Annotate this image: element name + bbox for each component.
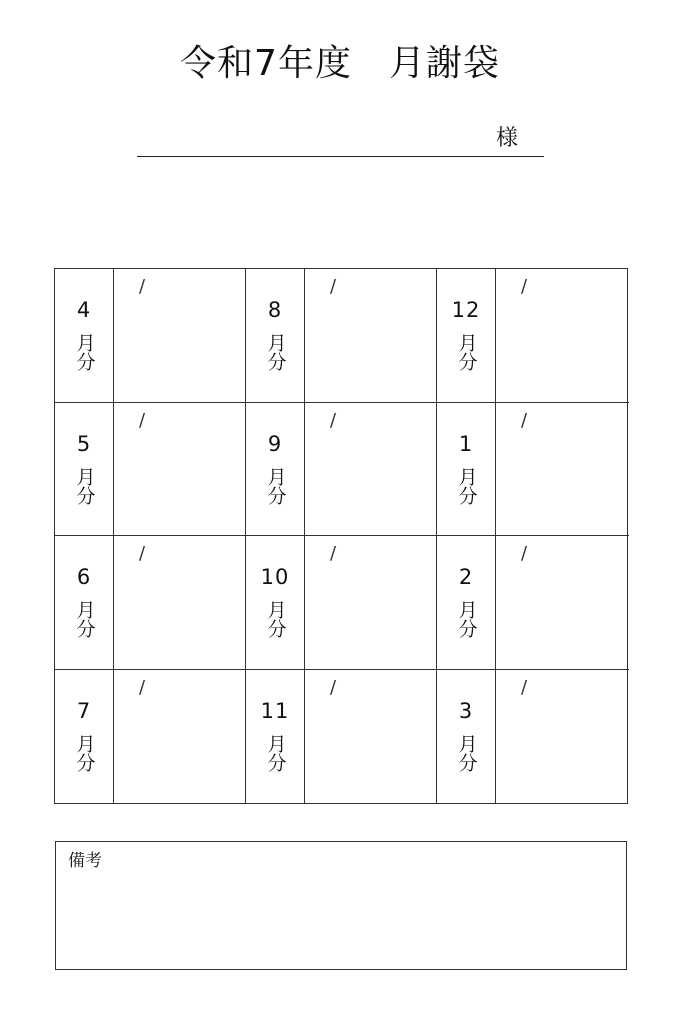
date-separator: / <box>139 676 146 698</box>
month-number: 11 <box>260 698 290 723</box>
month-unit-label: 月分 <box>264 733 287 772</box>
month-cell <box>55 403 114 537</box>
month-number: 12 <box>451 298 481 322</box>
month-unit-label: 月分 <box>264 600 287 638</box>
month-unit-label: 月分 <box>73 600 96 638</box>
month-number: 4 <box>76 298 92 322</box>
date-separator: / <box>521 409 528 431</box>
date-stamp-cell[interactable] <box>496 536 629 670</box>
month-unit-label: 月分 <box>455 600 478 638</box>
date-separator: / <box>330 676 337 698</box>
month-cell <box>437 403 496 537</box>
page-title: 令和7年度 月謝袋 <box>180 43 500 84</box>
date-stamp-cell[interactable] <box>496 269 629 403</box>
date-stamp-cell[interactable] <box>114 403 246 537</box>
date-separator: / <box>139 543 146 564</box>
date-separator: / <box>521 543 528 564</box>
month-number: 7 <box>76 698 92 723</box>
month-cell <box>246 536 305 670</box>
date-stamp-cell[interactable] <box>496 670 629 804</box>
month-unit-label: 月分 <box>455 733 478 772</box>
date-stamp-cell[interactable] <box>496 403 629 537</box>
month-cell <box>246 269 305 403</box>
date-stamp-cell[interactable] <box>114 536 246 670</box>
month-cell <box>437 536 496 670</box>
month-unit-label: 月分 <box>73 733 96 772</box>
month-cell <box>437 269 496 403</box>
month-cell <box>246 670 305 804</box>
remarks-label: 備考 <box>68 851 102 871</box>
name-underline[interactable] <box>137 156 544 157</box>
remarks-box[interactable] <box>55 841 627 970</box>
honorific-label: 様 <box>496 126 519 151</box>
month-cell <box>55 536 114 670</box>
date-separator: / <box>521 676 528 698</box>
month-unit-label: 月分 <box>73 333 96 371</box>
date-stamp-cell[interactable] <box>305 536 437 670</box>
date-stamp-cell[interactable] <box>305 269 437 403</box>
month-number: 5 <box>76 431 92 456</box>
month-number: 9 <box>267 431 283 456</box>
date-separator: / <box>330 276 337 297</box>
date-stamp-cell[interactable] <box>305 403 437 537</box>
month-cell <box>246 403 305 537</box>
date-separator: / <box>521 276 528 297</box>
month-cell <box>437 670 496 804</box>
month-unit-label: 月分 <box>73 466 96 505</box>
month-number: 2 <box>458 565 474 589</box>
month-number: 3 <box>458 698 474 723</box>
date-separator: / <box>330 543 337 564</box>
date-separator: / <box>139 276 146 297</box>
date-separator: / <box>330 409 337 431</box>
month-cell <box>55 269 114 403</box>
month-number: 8 <box>267 298 283 322</box>
month-cell <box>55 670 114 804</box>
month-unit-label: 月分 <box>455 333 478 371</box>
month-number: 10 <box>260 565 290 589</box>
month-unit-label: 月分 <box>455 466 478 505</box>
month-unit-label: 月分 <box>264 333 287 371</box>
date-stamp-cell[interactable] <box>305 670 437 804</box>
monthly-fee-grid <box>54 268 628 804</box>
date-stamp-cell[interactable] <box>114 670 246 804</box>
date-separator: / <box>139 409 146 431</box>
month-unit-label: 月分 <box>264 466 287 505</box>
month-number: 6 <box>76 565 92 589</box>
month-number: 1 <box>458 431 474 456</box>
date-stamp-cell[interactable] <box>114 269 246 403</box>
